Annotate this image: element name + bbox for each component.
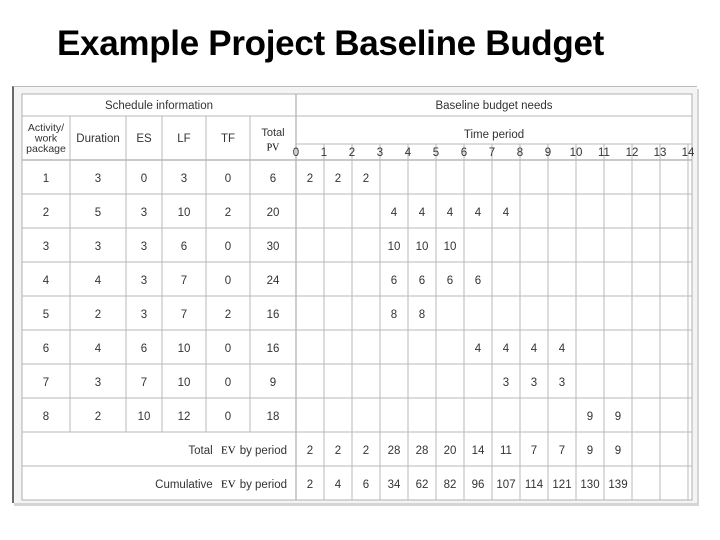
total-by-period-label-pre: Total (188, 445, 213, 457)
tf-cell: 0 (224, 275, 232, 287)
period-value-cell: 10 (415, 241, 429, 253)
lf-cell: 12 (177, 411, 191, 423)
period-value-cell: 4 (558, 343, 566, 355)
activity-header: work (34, 132, 58, 145)
cumulative-by-period-label-post: by period (239, 479, 287, 491)
total-by-period-value: 2 (334, 445, 342, 457)
period-tick-label: 8 (516, 147, 524, 159)
period-tick-label: 14 (681, 147, 695, 159)
total-header-pv: PV (266, 142, 280, 154)
tf-cell: 0 (224, 241, 232, 253)
period-value-cell: 4 (502, 207, 510, 219)
period-value-cell: 6 (474, 275, 482, 287)
cumulative-by-period-value: 139 (608, 479, 628, 491)
tf-header: TF (220, 133, 236, 145)
period-value-cell: 8 (390, 309, 398, 321)
activity-id: 1 (42, 173, 50, 185)
cumulative-by-period-value: 62 (415, 479, 429, 491)
duration-cell: 2 (94, 411, 102, 423)
period-value-cell: 2 (306, 173, 314, 185)
total-pv-cell: 20 (266, 207, 280, 219)
period-tick-label: 11 (598, 147, 610, 159)
duration-cell: 4 (94, 343, 102, 355)
cumulative-by-period-value: 2 (306, 479, 314, 491)
total-by-period-value: 28 (387, 445, 401, 457)
es-cell: 3 (140, 241, 148, 253)
tf-cell: 2 (224, 309, 232, 321)
total-pv-cell: 9 (269, 377, 277, 389)
period-value-cell: 4 (474, 343, 482, 355)
total-by-period-value: 7 (558, 445, 566, 457)
period-tick-label: 2 (348, 147, 356, 159)
tf-cell: 0 (224, 343, 232, 355)
activity-id: 7 (42, 377, 50, 389)
cumulative-by-period-label-pre: Cumulative (155, 479, 213, 491)
total-pv-cell: 6 (269, 173, 277, 185)
period-value-cell: 4 (390, 207, 398, 219)
lf-header: LF (177, 133, 191, 145)
period-value-cell: 4 (446, 207, 454, 219)
period-value-cell: 3 (558, 377, 566, 389)
total-by-period-value: 20 (443, 445, 457, 457)
total-by-period-value: 9 (614, 445, 622, 457)
total-pv-cell: 24 (266, 275, 280, 287)
cumulative-by-period-value: 82 (443, 479, 457, 491)
total-by-period-value: 28 (415, 445, 429, 457)
period-value-cell: 10 (387, 241, 401, 253)
period-value-cell: 3 (502, 377, 510, 389)
es-header: ES (136, 133, 152, 145)
total-by-period-value: 2 (362, 445, 370, 457)
lf-cell: 6 (180, 241, 188, 253)
period-value-cell: 9 (614, 411, 622, 423)
page-title: Example Project Baseline Budget (57, 24, 604, 63)
period-value-cell: 4 (502, 343, 510, 355)
period-value-cell: 10 (443, 241, 457, 253)
es-cell: 6 (140, 343, 148, 355)
period-value-cell: 2 (334, 173, 342, 185)
period-tick-label: 12 (625, 147, 639, 159)
tf-cell: 2 (224, 207, 232, 219)
cumulative-by-period-value: 107 (496, 479, 516, 491)
cumulative-by-period-value: 130 (580, 479, 600, 491)
duration-cell: 5 (94, 207, 102, 219)
period-tick-label: 6 (460, 147, 468, 159)
total-by-period-label-post: by period (239, 445, 287, 457)
cumulative-by-period-value: 96 (471, 479, 485, 491)
lf-cell: 7 (180, 275, 188, 287)
es-cell: 3 (140, 309, 148, 321)
es-cell: 3 (140, 207, 148, 219)
period-value-cell: 2 (362, 173, 370, 185)
activity-id: 2 (42, 207, 50, 219)
cumulative-by-period-value: 114 (524, 479, 544, 491)
period-tick-label: 0 (292, 147, 300, 159)
total-by-period-value: 2 (306, 445, 314, 457)
duration-cell: 3 (94, 241, 102, 253)
es-cell: 0 (140, 173, 148, 185)
lf-cell: 3 (180, 173, 188, 185)
period-value-cell: 8 (418, 309, 426, 321)
cumulative-by-period-label-mark: EV (221, 478, 236, 491)
period-value-cell: 3 (530, 377, 538, 389)
total-by-period-value: 9 (586, 445, 594, 457)
es-cell: 7 (140, 377, 148, 389)
period-value-cell: 4 (474, 207, 482, 219)
cumulative-by-period-value: 4 (334, 479, 342, 491)
total-pv-cell: 16 (266, 309, 280, 321)
es-cell: 10 (137, 411, 151, 423)
tf-cell: 0 (224, 173, 232, 185)
period-tick-label: 9 (544, 147, 552, 159)
lf-cell: 7 (180, 309, 188, 321)
activity-id: 3 (42, 241, 50, 253)
duration-cell: 3 (94, 173, 102, 185)
duration-cell: 2 (94, 309, 102, 321)
budget-group-header: Baseline budget needs (435, 100, 553, 112)
cumulative-by-period-value: 121 (552, 479, 572, 491)
cumulative-by-period-value: 34 (387, 479, 401, 491)
duration-cell: 3 (94, 377, 102, 389)
period-value-cell: 6 (446, 275, 454, 287)
period-tick-label: 7 (488, 147, 496, 159)
period-tick-label: 4 (404, 147, 412, 159)
activity-id: 8 (42, 411, 50, 423)
period-tick-label: 3 (376, 147, 384, 159)
activity-id: 5 (42, 309, 50, 321)
total-header: Total (261, 127, 285, 139)
period-tick-label: 1 (320, 147, 328, 159)
duration-cell: 4 (94, 275, 102, 287)
activity-header: package (26, 143, 66, 155)
period-tick-label: 13 (653, 147, 667, 159)
es-cell: 3 (140, 275, 148, 287)
period-tick-label: 10 (569, 147, 583, 159)
total-pv-cell: 18 (266, 411, 280, 423)
period-value-cell: 4 (530, 343, 538, 355)
time-period-header: Time period (463, 129, 525, 141)
schedule-group-header: Schedule information (104, 100, 214, 112)
duration-header: Duration (76, 133, 120, 145)
tf-cell: 0 (224, 411, 232, 423)
total-by-period-value: 11 (500, 445, 512, 457)
period-value-cell: 9 (586, 411, 594, 423)
total-pv-cell: 30 (266, 241, 280, 253)
lf-cell: 10 (177, 343, 191, 355)
activity-id: 4 (42, 275, 50, 287)
lf-cell: 10 (177, 207, 191, 219)
total-by-period-value: 7 (530, 445, 538, 457)
activity-id: 6 (42, 343, 50, 355)
period-tick-label: 5 (432, 147, 440, 159)
period-value-cell: 4 (418, 207, 426, 219)
period-value-cell: 6 (418, 275, 426, 287)
total-pv-cell: 16 (266, 343, 280, 355)
table-grid-frame (22, 94, 692, 500)
total-by-period-value: 14 (471, 445, 485, 457)
tf-cell: 0 (224, 377, 232, 389)
activity-header: Activity/ (27, 122, 65, 134)
period-value-cell: 6 (390, 275, 398, 287)
lf-cell: 10 (177, 377, 191, 389)
cumulative-by-period-value: 6 (362, 479, 370, 491)
total-by-period-label-mark: EV (221, 444, 236, 457)
